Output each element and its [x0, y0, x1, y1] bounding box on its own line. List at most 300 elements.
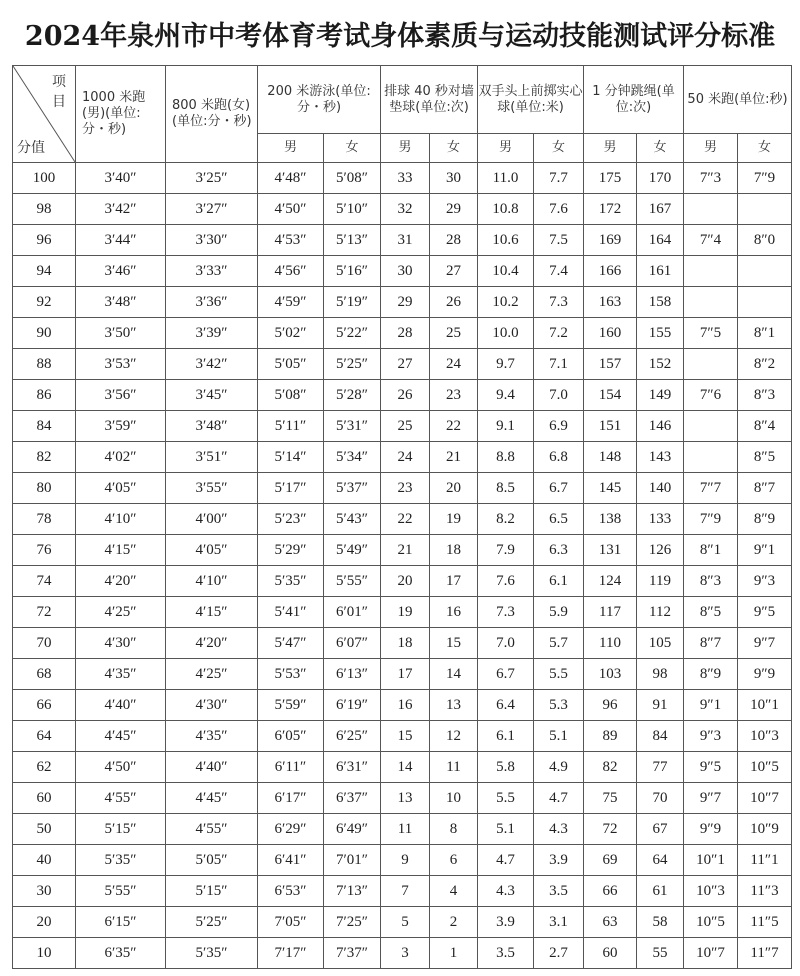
table-cell: 10″9	[738, 814, 792, 845]
table-cell: 28	[430, 225, 478, 256]
table-cell: 7.6	[478, 566, 534, 597]
table-cell: 6′13″	[324, 659, 381, 690]
table-cell: 10	[430, 783, 478, 814]
table-cell: 3′48″	[166, 411, 258, 442]
table-cell: 16	[381, 690, 430, 721]
table-cell: 84	[637, 721, 684, 752]
table-cell: 16	[430, 597, 478, 628]
table-cell: 5′29″	[258, 535, 324, 566]
table-cell: 133	[637, 504, 684, 535]
table-cell: 3′55″	[166, 473, 258, 504]
table-cell: 5′25″	[324, 349, 381, 380]
table-cell: 112	[637, 597, 684, 628]
table-cell: 4′10″	[166, 566, 258, 597]
table-cell: 9″7	[684, 783, 738, 814]
table-cell: 163	[584, 287, 637, 318]
table-cell: 55	[637, 938, 684, 969]
table-cell: 19	[381, 597, 430, 628]
table-row	[13, 535, 792, 566]
table-cell: 5′55″	[324, 566, 381, 597]
table-cell: 23	[430, 380, 478, 411]
table-cell: 7′05″	[258, 907, 324, 938]
table-cell: 3′42″	[166, 349, 258, 380]
score-cell: 62	[13, 752, 76, 783]
header-200m-swim: 200 米游泳(单位:分・秒)	[258, 66, 381, 134]
table-cell: 4′35″	[76, 659, 166, 690]
table-row	[13, 318, 792, 349]
table-cell: 6.9	[534, 411, 584, 442]
table-cell: 5′43″	[324, 504, 381, 535]
table-cell: 5′34″	[324, 442, 381, 473]
table-cell: 4′25″	[166, 659, 258, 690]
table-cell: 3′44″	[76, 225, 166, 256]
table-cell: 12	[430, 721, 478, 752]
table-cell: 27	[381, 349, 430, 380]
table-cell: 4′02″	[76, 442, 166, 473]
table-cell: 5′08″	[324, 163, 381, 194]
table-cell: 5′11″	[258, 411, 324, 442]
table-row	[13, 163, 792, 194]
table-cell: 8″3	[738, 380, 792, 411]
score-cell: 86	[13, 380, 76, 411]
table-cell: 110	[584, 628, 637, 659]
table-row	[13, 814, 792, 845]
score-cell: 96	[13, 225, 76, 256]
table-cell: 69	[584, 845, 637, 876]
table-cell: 9″3	[684, 721, 738, 752]
table-cell: 4′20″	[76, 566, 166, 597]
subheader-female: 女	[430, 134, 478, 163]
table-cell: 4′35″	[166, 721, 258, 752]
table-cell: 6.7	[478, 659, 534, 690]
table-cell: 7″9	[684, 504, 738, 535]
table-cell: 5′47″	[258, 628, 324, 659]
table-cell: 22	[430, 411, 478, 442]
table-cell: 10″3	[684, 876, 738, 907]
table-cell: 26	[381, 380, 430, 411]
table-cell: 7″9	[738, 163, 792, 194]
table-cell: 5.5	[478, 783, 534, 814]
table-cell: 6′01″	[324, 597, 381, 628]
table-cell: 103	[584, 659, 637, 690]
table-cell: 4′30″	[76, 628, 166, 659]
scoring-table	[12, 65, 792, 969]
table-cell: 3′46″	[76, 256, 166, 287]
table-cell: 7.0	[534, 380, 584, 411]
table-cell: 4.7	[478, 845, 534, 876]
score-cell: 20	[13, 907, 76, 938]
table-cell: 3′25″	[166, 163, 258, 194]
table-cell: 8″0	[738, 225, 792, 256]
table-cell: 4′05″	[166, 535, 258, 566]
table-row	[13, 907, 792, 938]
table-cell: 9″5	[684, 752, 738, 783]
table-cell: 3.5	[534, 876, 584, 907]
table-cell: 77	[637, 752, 684, 783]
table-row	[13, 783, 792, 814]
table-cell: 14	[430, 659, 478, 690]
table-cell: 4	[430, 876, 478, 907]
table-cell: 160	[584, 318, 637, 349]
table-cell: 58	[637, 907, 684, 938]
table-cell: 140	[637, 473, 684, 504]
table-cell: 2	[430, 907, 478, 938]
table-cell: 8″5	[738, 442, 792, 473]
table-cell: 4′10″	[76, 504, 166, 535]
table-cell: 8″5	[684, 597, 738, 628]
table-cell: 4′40″	[76, 690, 166, 721]
table-cell: 5′25″	[166, 907, 258, 938]
table-cell: 5′41″	[258, 597, 324, 628]
table-cell: 6′53″	[258, 876, 324, 907]
table-cell: 10.2	[478, 287, 534, 318]
table-cell: 11″3	[738, 876, 792, 907]
table-cell: 8″2	[738, 349, 792, 380]
subheader-male: 男	[584, 134, 637, 163]
table-cell: 3.9	[478, 907, 534, 938]
table-cell: 126	[637, 535, 684, 566]
table-cell: 89	[584, 721, 637, 752]
table-cell: 7.9	[478, 535, 534, 566]
table-row	[13, 411, 792, 442]
table-cell: 164	[637, 225, 684, 256]
table-row	[13, 566, 792, 597]
table-cell: 7.1	[534, 349, 584, 380]
table-cell: 7″6	[684, 380, 738, 411]
table-cell	[738, 256, 792, 287]
table-cell: 17	[381, 659, 430, 690]
table-cell: 4′15″	[76, 535, 166, 566]
table-cell: 7′13″	[324, 876, 381, 907]
table-cell: 14	[381, 752, 430, 783]
table-cell: 8″9	[684, 659, 738, 690]
table-cell: 5′13″	[324, 225, 381, 256]
table-cell: 15	[430, 628, 478, 659]
table-cell: 7.4	[534, 256, 584, 287]
table-row	[13, 752, 792, 783]
table-cell: 18	[381, 628, 430, 659]
table-cell: 28	[381, 318, 430, 349]
header-1000m: 1000 米跑(男)(单位:分・秒)	[76, 66, 166, 163]
subheader-female: 女	[534, 134, 584, 163]
table-cell: 11	[381, 814, 430, 845]
table-cell: 6′37″	[324, 783, 381, 814]
table-cell: 7″7	[684, 473, 738, 504]
table-cell: 5′59″	[258, 690, 324, 721]
table-body	[13, 163, 792, 969]
table-cell: 166	[584, 256, 637, 287]
table-cell: 31	[381, 225, 430, 256]
table-cell	[684, 349, 738, 380]
score-cell: 98	[13, 194, 76, 225]
table-cell: 154	[584, 380, 637, 411]
table-cell: 9″1	[684, 690, 738, 721]
table-row	[13, 876, 792, 907]
table-cell: 3′36″	[166, 287, 258, 318]
table-cell: 3′27″	[166, 194, 258, 225]
table-cell: 6.1	[478, 721, 534, 752]
score-cell: 78	[13, 504, 76, 535]
table-cell: 10″3	[738, 721, 792, 752]
table-cell: 17	[430, 566, 478, 597]
table-cell: 9″7	[738, 628, 792, 659]
table-cell: 5′22″	[324, 318, 381, 349]
score-cell: 64	[13, 721, 76, 752]
table-cell: 9″5	[738, 597, 792, 628]
table-cell: 7″3	[684, 163, 738, 194]
table-cell: 6.4	[478, 690, 534, 721]
table-cell: 5′35″	[166, 938, 258, 969]
table-cell: 15	[381, 721, 430, 752]
table-cell: 10.0	[478, 318, 534, 349]
table-cell: 8″1	[738, 318, 792, 349]
table-cell: 5′14″	[258, 442, 324, 473]
table-cell: 4′25″	[76, 597, 166, 628]
table-cell: 145	[584, 473, 637, 504]
score-cell: 82	[13, 442, 76, 473]
table-cell	[684, 256, 738, 287]
table-cell: 3.5	[478, 938, 534, 969]
table-cell: 7.3	[478, 597, 534, 628]
table-cell: 21	[381, 535, 430, 566]
table-cell: 4.3	[478, 876, 534, 907]
table-cell: 138	[584, 504, 637, 535]
table-cell: 7′17″	[258, 938, 324, 969]
table-cell: 6′15″	[76, 907, 166, 938]
table-cell: 2.7	[534, 938, 584, 969]
score-cell: 74	[13, 566, 76, 597]
table-cell: 167	[637, 194, 684, 225]
table-cell: 10″5	[738, 752, 792, 783]
table-cell: 5′55″	[76, 876, 166, 907]
table-cell: 8	[430, 814, 478, 845]
table-cell: 13	[381, 783, 430, 814]
score-cell: 40	[13, 845, 76, 876]
score-cell: 84	[13, 411, 76, 442]
subheader-female: 女	[738, 134, 792, 163]
subheader-male: 男	[258, 134, 324, 163]
table-cell: 19	[430, 504, 478, 535]
table-cell: 4′20″	[166, 628, 258, 659]
header-volleyball: 排球 40 秒对墙垫球(单位:次)	[381, 66, 478, 134]
table-cell: 5.3	[534, 690, 584, 721]
table-cell: 4′15″	[166, 597, 258, 628]
table-cell: 20	[430, 473, 478, 504]
table-cell: 11	[430, 752, 478, 783]
table-cell: 25	[381, 411, 430, 442]
table-cell: 29	[381, 287, 430, 318]
table-cell: 5′17″	[258, 473, 324, 504]
table-cell: 4′30″	[166, 690, 258, 721]
score-cell: 10	[13, 938, 76, 969]
table-cell: 5.1	[534, 721, 584, 752]
table-cell: 8″4	[738, 411, 792, 442]
table-cell: 5′35″	[258, 566, 324, 597]
table-cell: 18	[430, 535, 478, 566]
table-cell: 119	[637, 566, 684, 597]
table-cell: 5′31″	[324, 411, 381, 442]
table-cell: 11″1	[738, 845, 792, 876]
table-cell: 27	[430, 256, 478, 287]
table-cell: 9″3	[738, 566, 792, 597]
table-cell: 6.5	[534, 504, 584, 535]
corner-header	[13, 66, 76, 163]
table-cell: 20	[381, 566, 430, 597]
table-cell: 8″7	[738, 473, 792, 504]
table-cell: 30	[430, 163, 478, 194]
table-cell: 5′37″	[324, 473, 381, 504]
table-cell: 6′25″	[324, 721, 381, 752]
table-cell: 10″1	[684, 845, 738, 876]
table-cell: 21	[430, 442, 478, 473]
table-cell: 157	[584, 349, 637, 380]
table-cell: 4′59″	[258, 287, 324, 318]
table-cell: 3′40″	[76, 163, 166, 194]
table-cell: 9″1	[738, 535, 792, 566]
header-800m: 800 米跑(女)(单位:分・秒)	[166, 66, 258, 163]
table-cell: 64	[637, 845, 684, 876]
table-cell: 30	[381, 256, 430, 287]
table-cell: 7″5	[684, 318, 738, 349]
table-cell: 26	[430, 287, 478, 318]
table-cell: 91	[637, 690, 684, 721]
page-title: 2024年泉州市中考体育考试身体素质与运动技能测试评分标准	[24, 21, 776, 52]
table-cell: 3′59″	[76, 411, 166, 442]
table-row	[13, 473, 792, 504]
table-cell: 7.6	[534, 194, 584, 225]
table-cell: 175	[584, 163, 637, 194]
header-jump-rope: 1 分钟跳绳(单位:次)	[584, 66, 684, 134]
table-cell: 3′48″	[76, 287, 166, 318]
table-cell: 6.8	[534, 442, 584, 473]
table-cell: 6′07″	[324, 628, 381, 659]
score-cell: 72	[13, 597, 76, 628]
table-cell: 4′56″	[258, 256, 324, 287]
table-cell: 124	[584, 566, 637, 597]
table-cell: 7	[381, 876, 430, 907]
table-cell: 155	[637, 318, 684, 349]
table-cell: 6.1	[534, 566, 584, 597]
table-cell: 9.1	[478, 411, 534, 442]
table-row	[13, 721, 792, 752]
corner-item-label: 项目	[52, 74, 66, 110]
table-cell	[684, 442, 738, 473]
table-cell: 75	[584, 783, 637, 814]
table-cell: 29	[430, 194, 478, 225]
score-cell: 30	[13, 876, 76, 907]
table-cell: 4′40″	[166, 752, 258, 783]
table-cell: 5.9	[534, 597, 584, 628]
table-cell: 5.1	[478, 814, 534, 845]
table-cell: 7″4	[684, 225, 738, 256]
table-row	[13, 194, 792, 225]
table-cell: 3′51″	[166, 442, 258, 473]
table-cell: 13	[430, 690, 478, 721]
table-cell: 4′50″	[76, 752, 166, 783]
table-cell: 8.8	[478, 442, 534, 473]
table-cell: 172	[584, 194, 637, 225]
table-cell: 6′29″	[258, 814, 324, 845]
table-cell: 7.3	[534, 287, 584, 318]
table-cell: 23	[381, 473, 430, 504]
table-row	[13, 938, 792, 969]
table-cell: 4.9	[534, 752, 584, 783]
table-cell: 6′35″	[76, 938, 166, 969]
corner-score-label: 分值	[17, 140, 45, 156]
table-cell: 5′02″	[258, 318, 324, 349]
table-row	[13, 845, 792, 876]
table-cell: 63	[584, 907, 637, 938]
table-cell: 10″1	[738, 690, 792, 721]
table-row	[13, 256, 792, 287]
table-cell: 72	[584, 814, 637, 845]
table-cell: 3′56″	[76, 380, 166, 411]
table-cell: 32	[381, 194, 430, 225]
table-cell: 10.8	[478, 194, 534, 225]
table-cell: 10.4	[478, 256, 534, 287]
table-cell: 143	[637, 442, 684, 473]
table-cell: 8.5	[478, 473, 534, 504]
table-cell: 131	[584, 535, 637, 566]
table-cell: 60	[584, 938, 637, 969]
table-cell: 4′55″	[166, 814, 258, 845]
table-cell: 6′41″	[258, 845, 324, 876]
table-cell: 8″9	[738, 504, 792, 535]
table-cell: 5′10″	[324, 194, 381, 225]
table-cell: 3′50″	[76, 318, 166, 349]
table-cell: 11″7	[738, 938, 792, 969]
table-cell: 6′49″	[324, 814, 381, 845]
table-cell: 24	[381, 442, 430, 473]
table-cell: 152	[637, 349, 684, 380]
table-cell: 9″9	[684, 814, 738, 845]
table-cell: 3′45″	[166, 380, 258, 411]
table-cell: 4′53″	[258, 225, 324, 256]
table-cell: 67	[637, 814, 684, 845]
table-cell: 7′25″	[324, 907, 381, 938]
table-cell: 24	[430, 349, 478, 380]
table-cell: 148	[584, 442, 637, 473]
table-cell: 4.3	[534, 814, 584, 845]
table-cell: 169	[584, 225, 637, 256]
table-cell: 11″5	[738, 907, 792, 938]
score-cell: 66	[13, 690, 76, 721]
table-cell: 5.7	[534, 628, 584, 659]
table-cell: 5′05″	[258, 349, 324, 380]
table-cell	[738, 194, 792, 225]
table-row	[13, 504, 792, 535]
table-cell: 4.7	[534, 783, 584, 814]
table-cell: 7.7	[534, 163, 584, 194]
table-cell: 9	[381, 845, 430, 876]
table-cell: 7.0	[478, 628, 534, 659]
subheader-male: 男	[684, 134, 738, 163]
table-cell: 161	[637, 256, 684, 287]
table-cell: 158	[637, 287, 684, 318]
table-row	[13, 597, 792, 628]
table-row	[13, 349, 792, 380]
score-cell: 80	[13, 473, 76, 504]
table-cell: 4′48″	[258, 163, 324, 194]
table-cell: 22	[381, 504, 430, 535]
table-cell: 3.9	[534, 845, 584, 876]
table-cell: 6′05″	[258, 721, 324, 752]
subheader-female: 女	[324, 134, 381, 163]
score-cell: 70	[13, 628, 76, 659]
table-cell: 151	[584, 411, 637, 442]
table-cell: 5′35″	[76, 845, 166, 876]
table-cell: 4′00″	[166, 504, 258, 535]
